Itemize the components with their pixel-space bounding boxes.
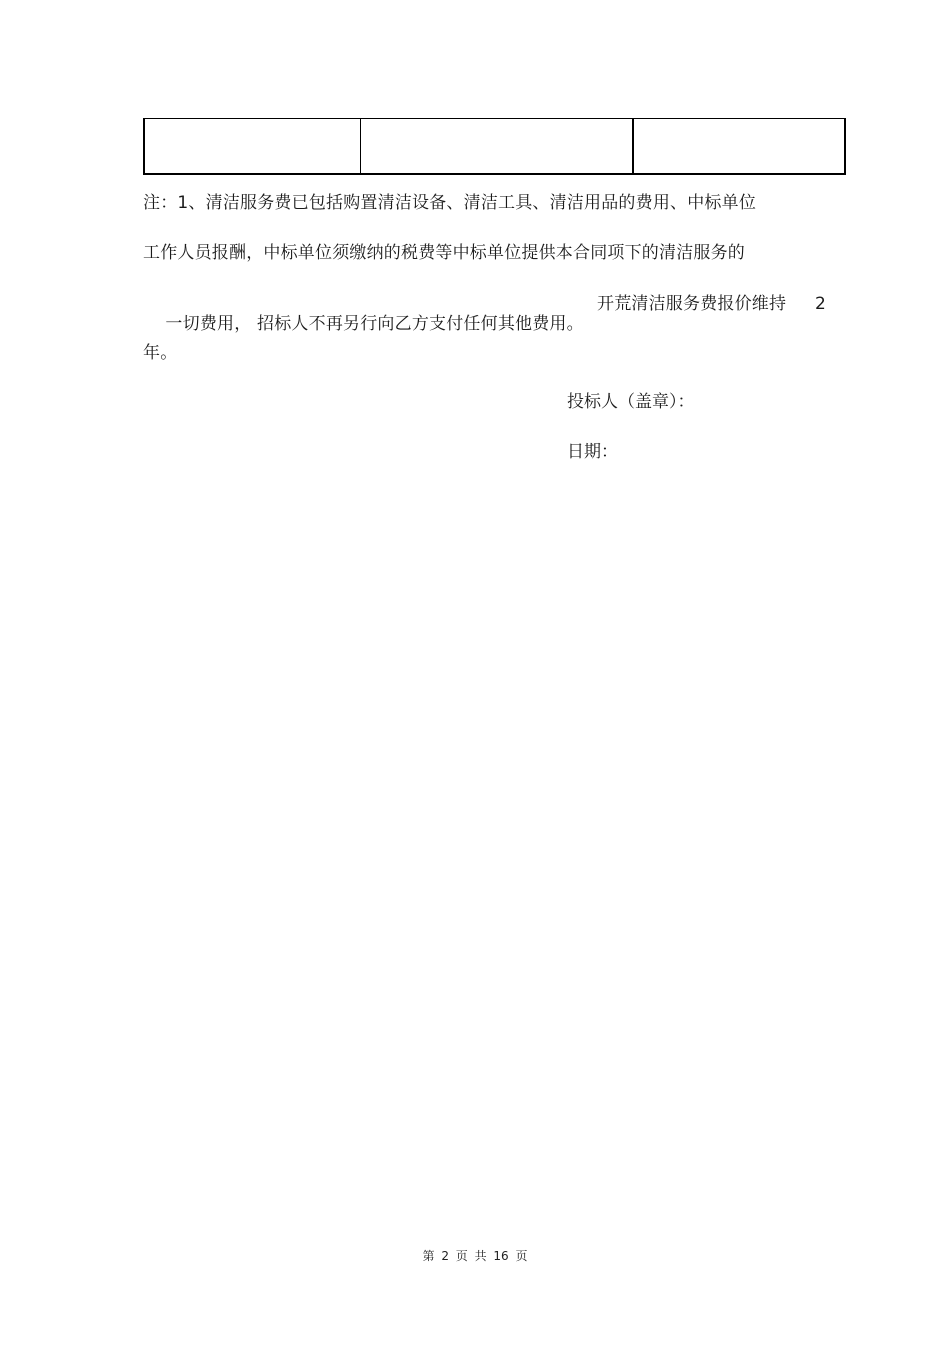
note-line-1: 注：1、清洁服务费已包括购置清洁设备、清洁工具、清洁用品的费用、中标单位 — [143, 193, 757, 213]
table-cell — [144, 119, 361, 175]
table-cell — [633, 119, 845, 175]
page-footer: 第 2 页 共 16 页 — [422, 1249, 528, 1263]
note-years-number: 2 — [814, 294, 826, 314]
note-line-2: 工作人员报酬，中标单位须缴纳的税费等中标单位提供本合同项下的清洁服务的 — [143, 243, 745, 263]
price-table — [143, 118, 846, 175]
note-line-4: 年。 — [143, 343, 178, 363]
table-row — [144, 119, 845, 175]
table-cell — [361, 119, 634, 175]
table-fragment — [143, 118, 846, 175]
note-line-3-tail: 开荒清洁服务费报价维持 — [597, 294, 787, 314]
date-label: 日期： — [567, 442, 618, 462]
note-line-3 — [143, 294, 826, 394]
bidder-seal-label: 投标人（盖章）： — [567, 392, 695, 412]
note-line-3-head: 一切费用， 招标人不再另行向乙方支付任何其他费用。 — [165, 314, 584, 334]
